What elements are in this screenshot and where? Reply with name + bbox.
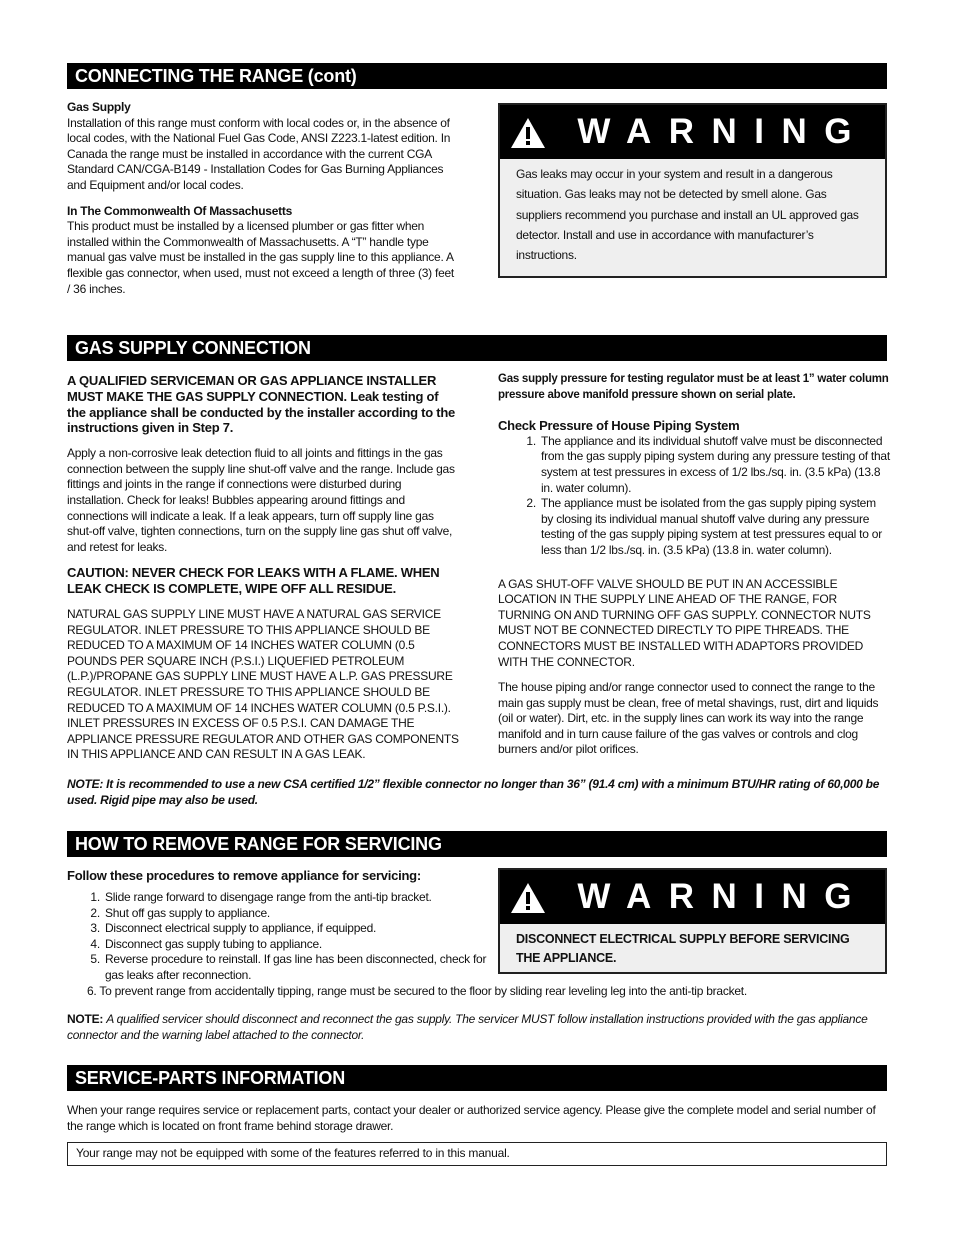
warning-text: Gas leaks may occur in your system and result in a dangerous situation. Gas leaks may not be detected by smell alone. Gas suppliers recommend you purchase and install an UL approved gas detector. Install and use in accordance with manufacturer’s instructions.: [516, 167, 859, 263]
list-item: 6. To prevent range from accidentally tipping, range must be secured to the floor by sliding rear leveling leg into the anti-tip bracket.: [87, 984, 747, 998]
list-item: 5. Reverse procedure to reinstall. If gas line has been disconnected, check for gas leaks after reconnection.: [103, 952, 498, 983]
servicer-note: [67, 1012, 887, 1043]
warning-box-gas-leaks: [498, 103, 887, 278]
pressure-test-text: Gas supply pressure for testing regulator must be at least 1” water column pressure above manifold pressure shown on serial plate.: [498, 373, 889, 401]
list-item: 3. Disconnect electrical supply to appliance, if equipped.: [103, 921, 498, 937]
gas-supply-block: [67, 100, 459, 297]
remove-steps-list: [67, 890, 498, 984]
massachusetts-heading: In The Commonwealth Of Massachusetts: [67, 203, 293, 218]
warning-word: WARNING: [577, 877, 869, 916]
gas-supply-left-column: [67, 373, 459, 763]
section-title-service-parts: SERVICE-PARTS INFORMATION: [67, 1065, 887, 1091]
warning-box-disconnect: [498, 868, 887, 974]
check-pressure-heading: Check Pressure of House Piping System: [498, 418, 740, 434]
leak-test-text: Apply a non-corrosive leak detection fluid to all joints and fittings in the gas connection between the supply line shut-off valve and the range. Include gas fittings and joints in the range if connections were disturbed during installation. Check for leaks! Bubbles appearing around fittings and connections will indicate a leak. If a leak appears, turn off supply line gas shut-off valve, tighten connections, turn on the supply line gas shut off valve, and retest for leaks.: [67, 446, 455, 554]
list-item: 4. Disconnect gas supply tubing to appliance.: [103, 937, 498, 953]
remove-intro-text: Follow these procedures to remove appliance for servicing:: [67, 868, 421, 883]
note-label: NOTE:: [67, 1012, 104, 1026]
list-item: 1. Slide range forward to disengage range from the anti-tip bracket.: [103, 890, 498, 906]
remove-range-intro: [67, 868, 467, 890]
warning-triangle-icon: [510, 882, 546, 914]
features-disclaimer-box: [67, 1142, 887, 1166]
caution-text: CAUTION: NEVER CHECK FOR LEAKS WITH A FLAME. WHEN LEAK CHECK IS COMPLETE, WIPE OFF ALL RESIDUE.: [67, 565, 440, 597]
section-title-connecting: CONNECTING THE RANGE (cont): [67, 63, 887, 89]
service-parts-text: When your range requires service or replacement parts, contact your dealer or authorized service agency. Please give the complete model and serial number of the range which is located on front frame behind storage drawer.: [67, 1103, 876, 1133]
note-text: A qualified servicer should disconnect and reconnect the gas supply. The servicer MUST follow installation instructions provided with the gas appliance connector and the warning label attached to the connector.: [67, 1012, 868, 1042]
warning-triangle-icon: [510, 117, 546, 149]
gas-supply-text: Installation of this range must conform with local codes or, in the absence of local codes, with the National Fuel Gas Code, ANSI Z223.1-latest edition. In Canada the range must be installed in accordance with the current CGA Standard CAN/CGA-B149 - Installation Codes for Gas Burning Appliances and Equipment and/or local codes.: [67, 115, 451, 192]
gas-supply-heading: Gas Supply: [67, 100, 131, 114]
list-item: 2. The appliance must be isolated from the gas supply piping system by closing its individual manual shutoff valve during any pressure testing of the gas supply piping system at test pressures equal to or less than 1/2 lbs./sq. in. (3.5 kPa) (13.8 in. water column).: [539, 496, 890, 558]
warning-word: WARNING: [577, 112, 869, 151]
house-piping-text: The house piping and/or range connector used to connect the range to the main gas supply must be clean, free of metal shavings, rust, dirt and liquids (oil or water). Dirt, etc. in the supply lines can work its way into the range manifold and in turn cause failure of the gas valves or controls and clog burners and/or pilot orifices.: [498, 680, 879, 757]
natural-gas-text: NATURAL GAS SUPPLY LINE MUST HAVE A NATURAL GAS SERVICE REGULATOR. INLET PRESSURE TO THIS APPLIANCE SHOULD BE REDUCED TO A MAXIMUM OF 14 INCHES WATER COLUMN (0.5 POUNDS PER SQUARE INCH (P.S.I.) LIQUEFIED PETROLEUM (L.P.)/PROPANE GAS SUPPLY LINE MUST HAVE A L.P. GAS PRESSURE REGULATOR. INLET PRESSURE TO THIS APPLIANCE SHOULD BE REDUCED TO A MAXIMUM OF 14 INCHES WATER COLUMN (0.5 P.S.I.). INLET PRESSURES IN EXCESS OF 0.5 P.S.I. CAN DAMAGE THE APPLIANCE PRESSURE REGULATOR AND OTHER GAS COMPONENTS IN THIS APPLIANCE AND CAN RESULT IN A GAS LEAK.: [67, 606, 459, 762]
massachusetts-text: This product must be installed by a licensed plumber or gas fitter when installed within the Commonwealth of Massachusetts. A “T” handle type manual gas valve must be installed in the gas supply line to this appliance. A flexible gas connector, when used, must not exceed a length of three (3) feet / 36 inches.: [67, 219, 454, 296]
connector-note: NOTE: It is recommended to use a new CSA certified 1/2” flexible connector no longer than 36” (91.4 cm) with a minimum BTU/HR rating of 60,000 be used. Rigid pipe may also be used.: [67, 777, 880, 807]
warning-header: [500, 105, 885, 159]
warning-text: DISCONNECT ELECTRICAL SUPPLY BEFORE SERVICING THE APPLIANCE.: [516, 932, 850, 965]
warning-header: [500, 870, 885, 924]
gas-supply-right-column: [498, 372, 890, 758]
features-disclaimer-text: Your range may not be equipped with some of the features referred to in this manual.: [76, 1146, 510, 1160]
section-title-remove-range: HOW TO REMOVE RANGE FOR SERVICING: [67, 831, 887, 857]
step-6-text: To prevent range from accidentally tipping, range must be secured to the floor by sliding rear leveling leg into the anti-tip bracket.: [99, 984, 747, 998]
section-title-gas-supply: GAS SUPPLY CONNECTION: [67, 335, 887, 361]
check-pressure-list: [498, 434, 890, 559]
shutoff-valve-text: A GAS SHUT-OFF VALVE SHOULD BE PUT IN AN ACCESSIBLE LOCATION IN THE SUPPLY LINE AHEAD OF THE RANGE, FOR TURNING ON AND TURNING OFF GAS SUPPLY. CONNECTOR NUTS MUST NOT BE CONNECTED DIRECTLY TO PIPE THREADS. THE CONNECTORS MUST BE INSTALLED WITH ADAPTORS PROVIDED WITH THE CONNECTOR.: [498, 576, 871, 669]
qualified-installer-text: A QUALIFIED SERVICEMAN OR GAS APPLIANCE INSTALLER MUST MAKE THE GAS SUPPLY CONNECTION. Leak testing of the appliance shall be conducted by the installer according to the instructions given in Step 7.: [67, 373, 456, 436]
list-item: 1. The appliance and its individual shutoff valve must be disconnected from the gas supply piping system during any pressure testing of that system at test pressures in excess of 1/2 lbs./sq. in. (3.5 kPa) (13.8 in. water column).: [539, 434, 890, 496]
list-item: 2. Shut off gas supply to appliance.: [103, 906, 498, 922]
